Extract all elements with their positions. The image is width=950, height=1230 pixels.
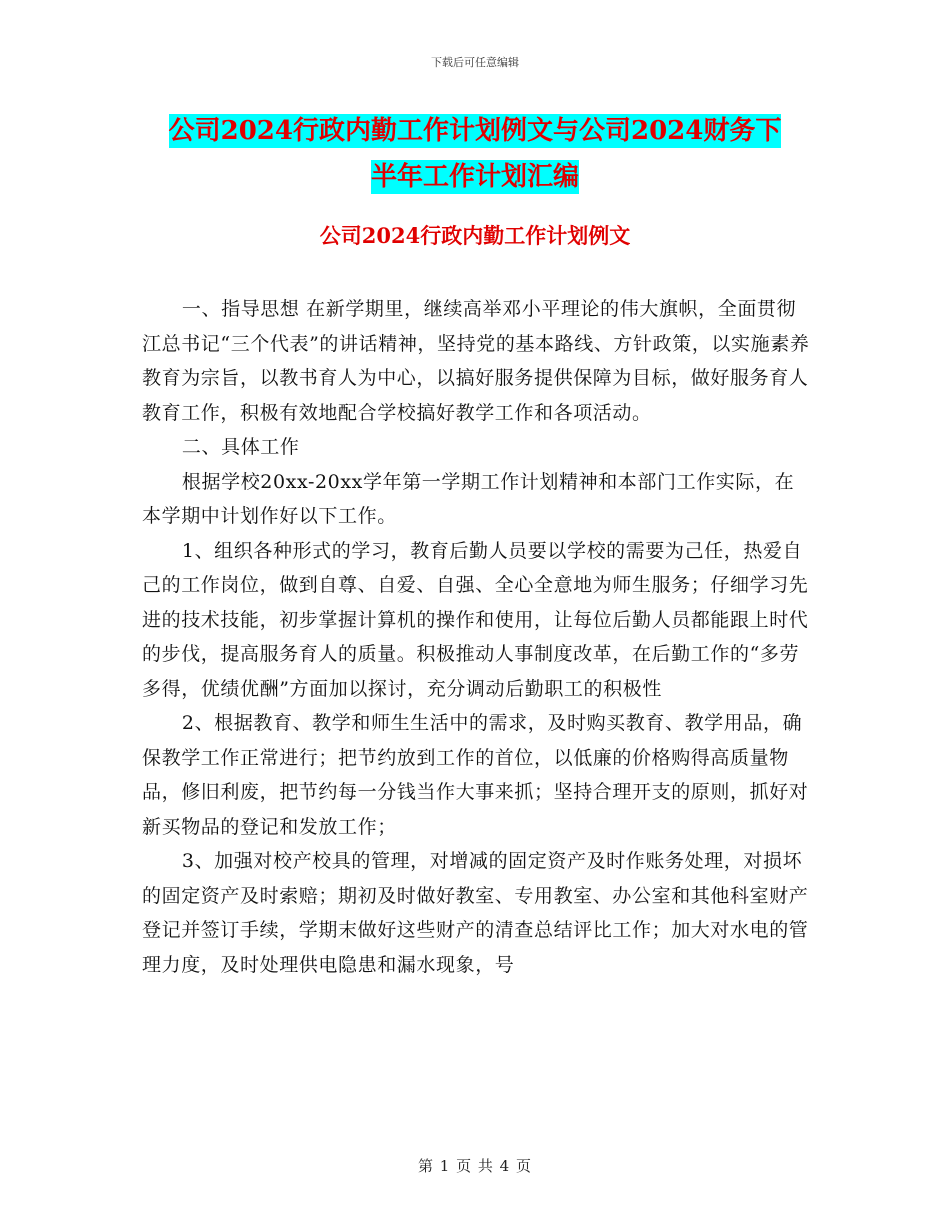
main-title-line-2: 半年工作计划汇编 <box>370 162 579 192</box>
paragraph-item-2: 2、根据教育、教学和师生生活中的需求，及时购买教育、教学用品，确保教学工作正常进行；把节约放到工作的首位，以低廉的价格购得高质量物品，修旧利废，把节约每一分钱当作大事来抓；坚持合理开支的原则，抓好对新买物品的登记和发放工作； <box>142 712 809 838</box>
document-body <box>142 292 810 982</box>
paragraph-guiding-thought: 一、指导思想 在新学期里，继续高举邓小平理论的伟大旗帜，全面贯彻江总书记“三个代表”的讲话精神，坚持党的基本路线、方针政策，以实施素养教育为宗旨，以教书育人为中心，以搞好服务提供保障为目标，做好服务育人教育工作，积极有效地配合学校搞好教学工作和各项活动。 <box>142 298 810 424</box>
paragraph-item-3: 3、加强对校产校具的管理，对增减的固定资产及时作账务处理，对损坏的固定资产及时索赔；期初及时做好教室、专用教室、办公室和其他科室财产登记并签订手续，学期末做好这些财产的清查总结评比工作；加大对水电的管理力度，及时处理供电隐患和漏水现象，号 <box>142 850 809 976</box>
main-title-line-1: 公司2024行政内勤工作计划例文与公司2024财务下 <box>168 116 782 146</box>
document-main-title <box>140 108 810 200</box>
paragraph-specific-work-heading: 二、具体工作 <box>181 436 300 458</box>
paragraph-item-1: 1、组织各种形式的学习，教育后勤人员要以学校的需要为己任，热爱自己的工作岗位，做到自尊、自爱、自强、全心全意地为师生服务；仔细学习先进的技术技能，初步掌握计算机的操作和使用，让每位后勤人员都能跟上时代的步伐，提高服务育人的质量。积极推动人事制度改革，在后勤工作的“多劳多得，优绩优酬”方面加以探讨，充分调动后勤职工的积极性 <box>142 539 809 700</box>
header-note: 下载后可任意编辑 <box>431 56 519 69</box>
section-title: 公司2024行政内勤工作计划例文 <box>319 223 631 248</box>
page-number-footer: 第 1 页 共 4 页 <box>418 1157 532 1175</box>
paragraph-work-intro: 根据学校20xx-20xx学年第一学期工作计划精神和本部门工作实际，在本学期中计划作好以下工作。 <box>142 470 795 527</box>
